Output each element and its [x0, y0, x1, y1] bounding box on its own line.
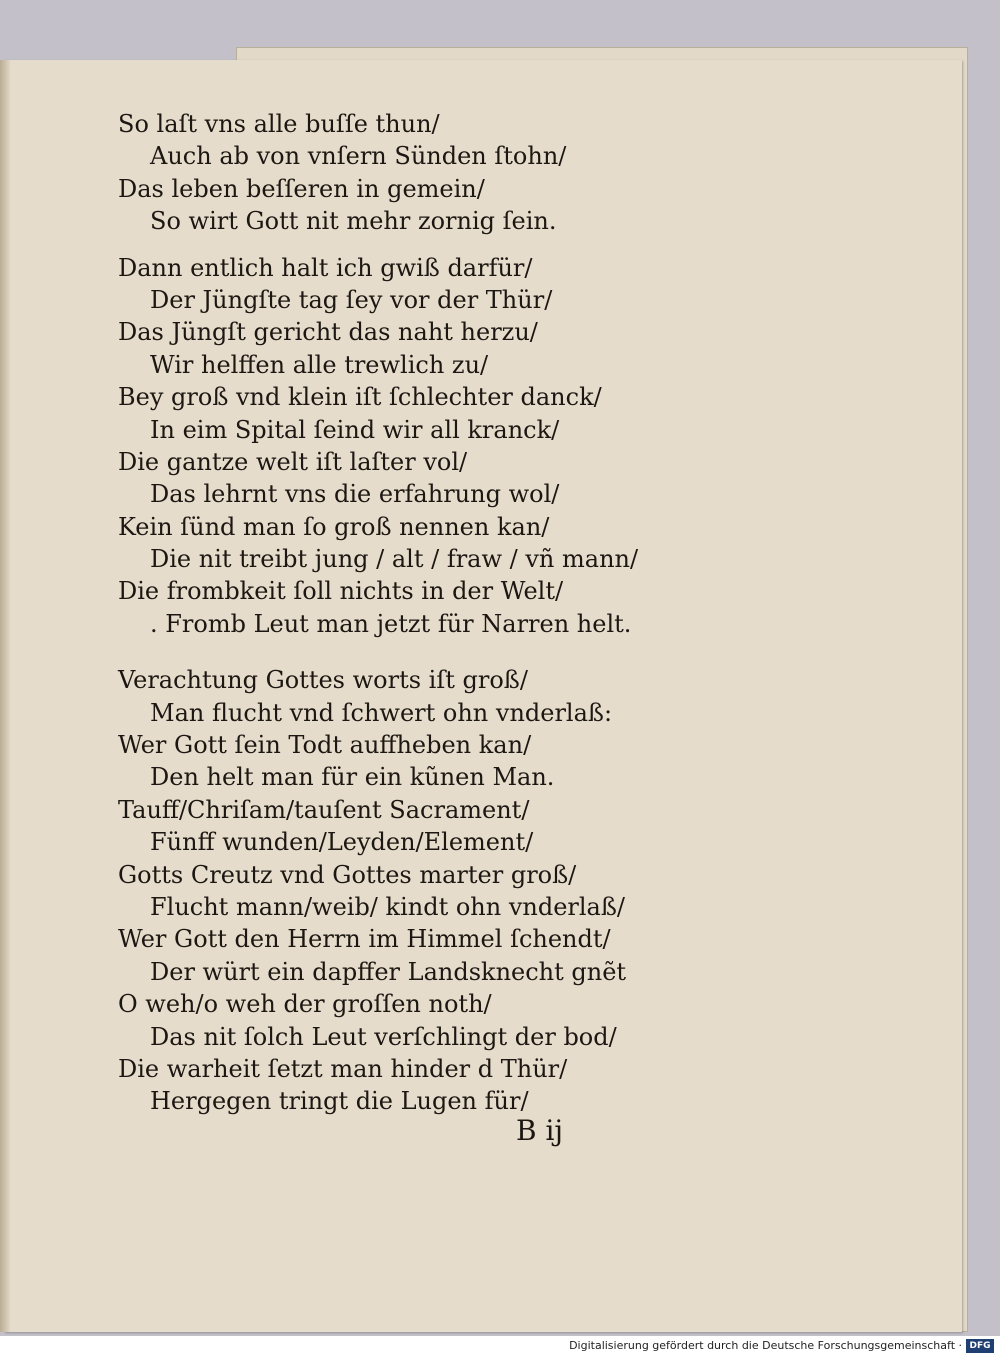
verse-line: Verachtung Gottes worts iſt groß/	[118, 666, 528, 695]
stanza-spacer	[118, 640, 718, 664]
dfg-logo-icon[interactable]: DFG	[966, 1339, 994, 1353]
verse-line: Das Jüngſt gericht das naht herzu/	[118, 318, 538, 347]
verse-line: In eim Spital ſeind wir all kranck/	[150, 415, 560, 444]
verse-line: Die gantze welt iſt laſter vol/	[118, 447, 468, 476]
verse-line: Das nit ſolch Leut verſchlingt der bod/	[150, 1022, 617, 1051]
verse-line: Kein ſünd man ſo groß nennen kan/	[118, 512, 550, 541]
verse-line: Hergegen tringt die Lugen für/	[150, 1087, 529, 1116]
verse-line: Der Jüngſte tag ſey vor der Thür/	[150, 285, 553, 314]
verse-line: So laſt vns alle buſſe thun/	[118, 110, 440, 138]
verse-line: Fünff wunden/Leyden/Element/	[150, 828, 534, 857]
verse-line: Flucht mann/weib/ kindt ohn vnderlaß/	[150, 892, 625, 921]
verse-line: Man flucht vnd ſchwert ohn vnderlaß:	[150, 698, 613, 727]
verse-line: Wer Gott den Herrn im Himmel ſchendt/	[118, 925, 611, 954]
verse-line: O weh/o weh der groſſen noth/	[118, 990, 492, 1019]
footer-bar	[0, 1336, 1000, 1356]
verse-line: Die frombkeit ſoll nichts in der Welt/	[118, 577, 564, 606]
verse-line: Gotts Creutz vnd Gottes marter groß/	[118, 860, 577, 889]
verse-line: Dann entlich halt ich gwiß darfür/	[118, 253, 533, 282]
binding-edge	[0, 60, 10, 1332]
funding-credit[interactable]: Digitalisierung gefördert durch die Deutsche Forschungsgemeinschaft ·	[569, 1339, 962, 1352]
verse-line: Tauff/Chriſam/tauſent Sacrament/	[118, 795, 530, 824]
verse-line: Wer Gott ſein Todt auffheben kan/	[118, 731, 532, 760]
poem-text	[118, 108, 718, 1118]
signature-mark: B ij	[516, 1114, 564, 1147]
verse-line: Bey groß vnd klein iſt ſchlechter danck/	[118, 383, 602, 412]
verse-line: Die warheit ſetzt man hinder d Thür/	[118, 1054, 568, 1083]
verse-line: . Fromb Leut man jetzt für Narren helt.	[150, 609, 632, 638]
verse-line: Auch ab von vnſern Sünden ſtohn/	[150, 142, 567, 171]
verse-line: Die nit treibt jung / alt / fraw / vñ mann/	[150, 545, 639, 574]
verse-line: Der würt ein dapffer Landsknecht gnẽt	[150, 957, 627, 986]
verse-line: Den helt man für ein kũnen Man.	[150, 763, 555, 792]
verse-line: Das leben beſſeren in gemein/	[118, 174, 485, 203]
verse-line: Wir helffen alle trewlich zu/	[150, 350, 489, 379]
stanza-1	[118, 108, 718, 238]
stanza-3	[118, 664, 718, 1117]
verse-line: So wirt Gott nit mehr zornig ſein.	[150, 207, 557, 236]
verse-line: Das lehrnt vns die erfahrung wol/	[150, 480, 560, 509]
stanza-spacer	[118, 238, 718, 252]
stanza-2	[118, 252, 718, 641]
